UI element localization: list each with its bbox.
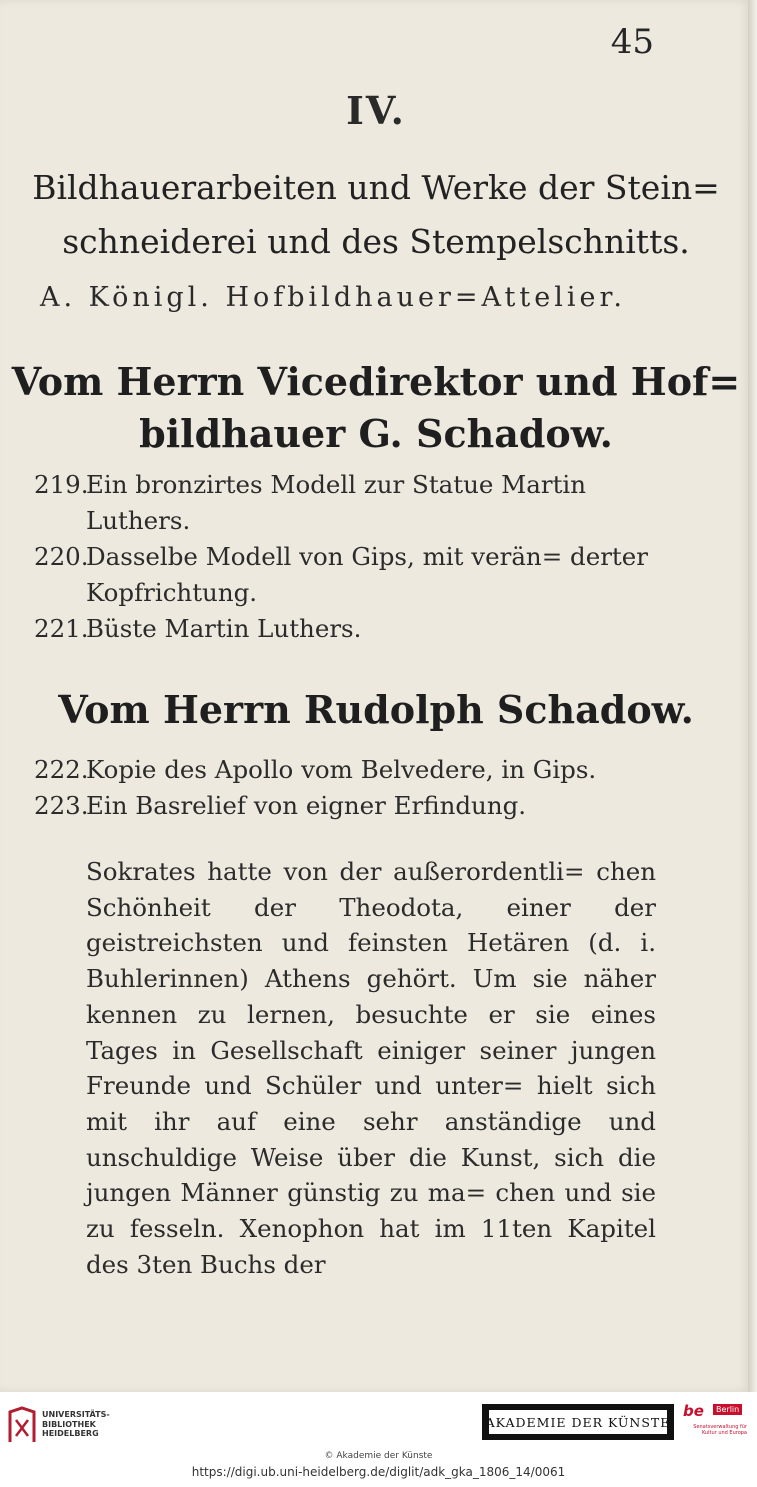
entry-number: 219. xyxy=(34,470,89,499)
heading-schadow-line-1: Vom Herrn Vicedirektor und Hof= xyxy=(11,359,741,404)
akademie-label: AKADEMIE DER KÜNSTE xyxy=(489,1410,667,1434)
entry-text: Ein Basrelief von eigner Erfindung. xyxy=(86,791,527,820)
entry-223 xyxy=(34,788,664,824)
entry-220 xyxy=(34,539,664,611)
section-title-line-1: Bildhauerarbeiten und Werke der Stein= xyxy=(32,168,720,207)
berlin-logo-box: Berlin xyxy=(713,1404,742,1415)
source-url[interactable]: https://digi.ub.uni-heidelberg.de/diglit/adk_gka_1806_14/0061 xyxy=(191,1465,566,1479)
entry-number: 222. xyxy=(34,755,89,784)
page-number: 45 xyxy=(610,22,654,62)
akademie-logo[interactable] xyxy=(482,1404,674,1440)
entry-219 xyxy=(34,467,664,539)
entries-list-2 xyxy=(34,752,664,824)
berlin-logo-mark: be xyxy=(683,1402,704,1420)
page-edge xyxy=(748,0,757,1392)
section-numeral: IV. xyxy=(346,88,406,133)
entry-222 xyxy=(34,752,664,788)
entry-text: Büste Martin Luthers. xyxy=(86,614,362,643)
entry-number: 223. xyxy=(34,791,89,820)
ub-logo-line: HEIDELBERG xyxy=(42,1429,99,1438)
copyright-notice: © Akademie der Künste xyxy=(324,1451,433,1461)
entry-text: Dasselbe Modell von Gips, mit verän= derter Kopfrichtung. xyxy=(86,542,648,607)
entries-list-1 xyxy=(34,467,664,647)
ub-logo-line: UNIVERSITÄTS- xyxy=(42,1410,110,1419)
section-title-line-2: schneiderei und des Stempelschnitts. xyxy=(62,222,690,261)
ub-logo-text xyxy=(42,1410,110,1439)
description-paragraph: Sokrates hatte von der außerordentli= chen Schönheit der Theodota, einer der geistreichsten und feinsten Hetären (d. i. Buhlerinnen) Athens gehört. Um sie näher kennen zu lernen, besuchte er sie eines Tages in Gesellschaft einiger seiner jungen Freunde und Schüler und unter= hielt sich mit ihr auf eine sehr anständige und unschuldige Weise über die Kunst, sich die jungen Männer günstig zu ma= chen und sie zu fesseln. Xenophon hat im 11ten Kapitel des 3ten Buchs der xyxy=(86,857,656,1279)
footer xyxy=(0,1392,757,1487)
berlin-logo-subtitle: Senatsverwaltung für Kultur und Europa xyxy=(693,1424,747,1436)
subsection-title: A. Königl. Hofbildhauer=Attelier. xyxy=(40,282,626,313)
entry-221 xyxy=(34,611,664,647)
entry-text: Kopie des Apollo vom Belvedere, in Gips. xyxy=(86,755,597,784)
berlin-logo[interactable] xyxy=(683,1402,747,1442)
university-library-logo[interactable] xyxy=(8,1406,118,1446)
heading-schadow-line-2: bildhauer G. Schadow. xyxy=(139,411,613,456)
ub-emblem-icon xyxy=(8,1406,36,1444)
heading-rudolph-schadow: Vom Herrn Rudolph Schadow. xyxy=(58,687,694,732)
entry-text: Ein bronzirtes Modell zur Statue Martin Luthers. xyxy=(86,470,587,535)
ub-logo-line: BIBLIOTHEK xyxy=(42,1419,96,1429)
entry-number: 220. xyxy=(34,542,89,571)
entry-number: 221. xyxy=(34,614,89,643)
